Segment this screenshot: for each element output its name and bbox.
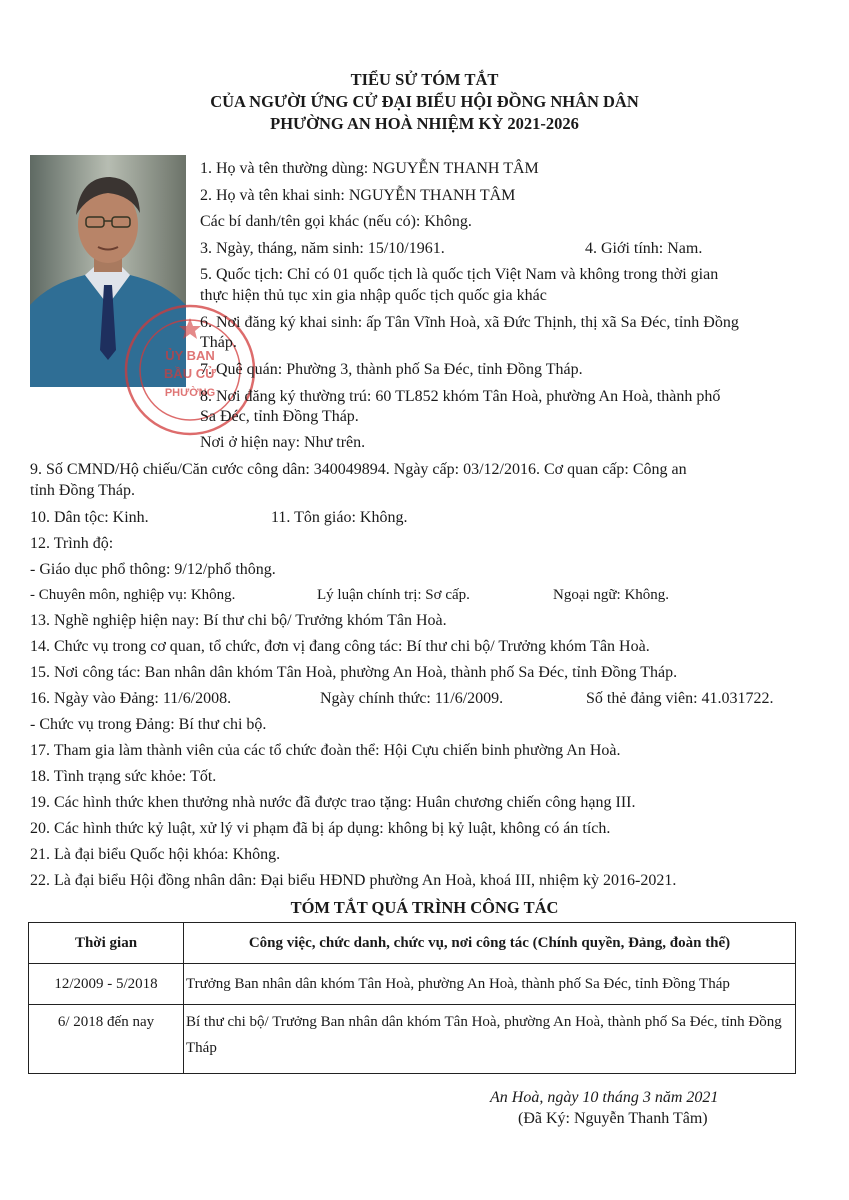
date-of-birth: 3. Ngày, tháng, năm sinh: 15/10/1961. bbox=[200, 240, 445, 257]
seal-text-1: ỦY BAN bbox=[165, 348, 215, 363]
document-title: TIỂU SỬ TÓM TẮT bbox=[350, 70, 499, 89]
table-row bbox=[29, 1005, 796, 1074]
current-residence: Nơi ở hiện nay: Như trên. bbox=[200, 434, 366, 451]
birth-name: 2. Họ và tên khai sinh: NGUYỄN THANH TÂM bbox=[200, 187, 516, 204]
seal-text-2: BẦU CỬ bbox=[164, 366, 216, 381]
awards: 19. Các hình thức khen thưởng nhà nước đã được trao tặng: Huân chương chiến công hạng III. bbox=[30, 794, 636, 811]
council-delegate: 22. Là đại biểu Hội đồng nhân dân: Đại biểu HĐND phường An Hoà, khoá III, nhiệm kỳ 2016-2021. bbox=[30, 872, 677, 889]
table-row bbox=[29, 964, 796, 1005]
document-term: PHƯỜNG AN HOÀ NHIỆM KỲ 2021-2026 bbox=[270, 114, 579, 133]
disciplinary-record: 20. Các hình thức kỷ luật, xử lý vi phạm đã bị áp dụng: không bị kỷ luật, không có án tích. bbox=[30, 820, 611, 837]
common-name: 1. Họ và tên thường dùng: NGUYỄN THANH TÂM bbox=[200, 160, 539, 177]
political-theory: Lý luận chính trị: Sơ cấp. bbox=[317, 587, 470, 603]
work-history-table bbox=[28, 922, 796, 1074]
column-header-description: Công việc, chức danh, chức vụ, nơi công tác (Chính quyền, Đảng, đoàn thể) bbox=[184, 923, 796, 964]
professional-qualification: - Chuyên môn, nghiệp vụ: Không. bbox=[30, 587, 236, 603]
foreign-language: Ngoại ngữ: Không. bbox=[553, 587, 670, 603]
birth-registration-place: 6. Nơi đăng ký khai sinh: ấp Tân Vĩnh Hoà, xã Đức Thịnh, thị xã Sa Đéc, tỉnh Đồng bbox=[200, 314, 739, 331]
religion: 11. Tôn giáo: Không. bbox=[271, 509, 408, 526]
id-card-info: 9. Số CMND/Hộ chiếu/Căn cước công dân: 340049894. Ngày cấp: 03/12/2016. Cơ quan cấp: Công an bbox=[30, 461, 687, 478]
ethnicity: 10. Dân tộc: Kinh. bbox=[30, 509, 149, 526]
permanent-residence-cont: Sa Đéc, tỉnh Đồng Tháp. bbox=[200, 408, 359, 425]
id-card-info-cont: tỉnh Đồng Tháp. bbox=[30, 482, 136, 499]
seal-text-3: PHƯỜNG bbox=[164, 387, 216, 399]
permanent-residence: 8. Nơi đăng ký thường trú: 60 TL852 khóm Tân Hoà, phường An Hoà, thành phố bbox=[200, 388, 721, 405]
work-history-heading: TÓM TẮT QUÁ TRÌNH CÔNG TÁC bbox=[290, 898, 559, 917]
document-subtitle: CỦA NGƯỜI ỨNG CỬ ĐẠI BIỂU HỘI ĐỒNG NHÂN DÂN bbox=[210, 92, 639, 111]
aliases: Các bí danh/tên gọi khác (nếu có): Không. bbox=[200, 213, 472, 230]
column-header-period: Thời gian bbox=[29, 923, 184, 964]
national-assembly-delegate: 21. Là đại biểu Quốc hội khóa: Không. bbox=[30, 846, 281, 863]
health-status: 18. Tình trạng sức khỏe: Tốt. bbox=[30, 768, 217, 785]
party-join-date: 16. Ngày vào Đảng: 11/6/2008. bbox=[30, 690, 232, 707]
hometown: 7. Quê quán: Phường 3, thành phố Sa Đéc, tỉnh Đồng Tháp. bbox=[200, 361, 583, 378]
current-position: 14. Chức vụ trong cơ quan, tổ chức, đơn vị đang công tác: Bí thư chi bộ/ Trưởng khóm Tân Hoà. bbox=[30, 638, 650, 655]
party-position: - Chức vụ trong Đảng: Bí thư chi bộ. bbox=[30, 716, 267, 733]
period-cell: 12/2009 - 5/2018 bbox=[29, 964, 184, 1005]
general-education: - Giáo dục phổ thông: 9/12/phổ thông. bbox=[30, 561, 276, 578]
birth-registration-place-cont: Tháp. bbox=[200, 334, 237, 351]
party-official-date: Ngày chính thức: 11/6/2009. bbox=[320, 690, 504, 707]
nationality-cont: thực hiện thủ tục xin gia nhập quốc tịch quốc gia khác bbox=[200, 287, 547, 304]
signature-note: (Đã Ký: Nguyễn Thanh Tâm) bbox=[518, 1110, 708, 1127]
workplace: 15. Nơi công tác: Ban nhân dân khóm Tân Hoà, phường An Hoà, thành phố Sa Đéc, tỉnh Đồng Tháp. bbox=[30, 664, 678, 681]
description-cell: Trưởng Ban nhân dân khóm Tân Hoà, phường An Hoà, thành phố Sa Đéc, tỉnh Đồng Tháp bbox=[184, 964, 796, 1005]
education-heading: 12. Trình độ: bbox=[30, 535, 114, 552]
table-header-row bbox=[29, 923, 796, 964]
gender: 4. Giới tính: Nam. bbox=[585, 240, 703, 257]
nationality: 5. Quốc tịch: Chỉ có 01 quốc tịch là quốc tịch Việt Nam và không trong thời gian bbox=[200, 266, 719, 283]
party-card-number: Số thẻ đảng viên: 41.031722. bbox=[586, 690, 774, 707]
place-and-date: An Hoà, ngày 10 tháng 3 năm 2021 bbox=[490, 1089, 719, 1106]
description-cell: Bí thư chi bộ/ Trưởng Ban nhân dân khóm Tân Hoà, phường An Hoà, thành phố Sa Đéc, tỉnh Đồng Tháp bbox=[184, 1005, 796, 1074]
current-occupation: 13. Nghề nghiệp hiện nay: Bí thư chi bộ/ Trưởng khóm Tân Hoà. bbox=[30, 612, 447, 629]
organization-membership: 17. Tham gia làm thành viên của các tổ chức đoàn thể: Hội Cựu chiến binh phường An Hoà. bbox=[30, 742, 621, 759]
period-cell: 6/ 2018 đến nay bbox=[29, 1005, 184, 1074]
